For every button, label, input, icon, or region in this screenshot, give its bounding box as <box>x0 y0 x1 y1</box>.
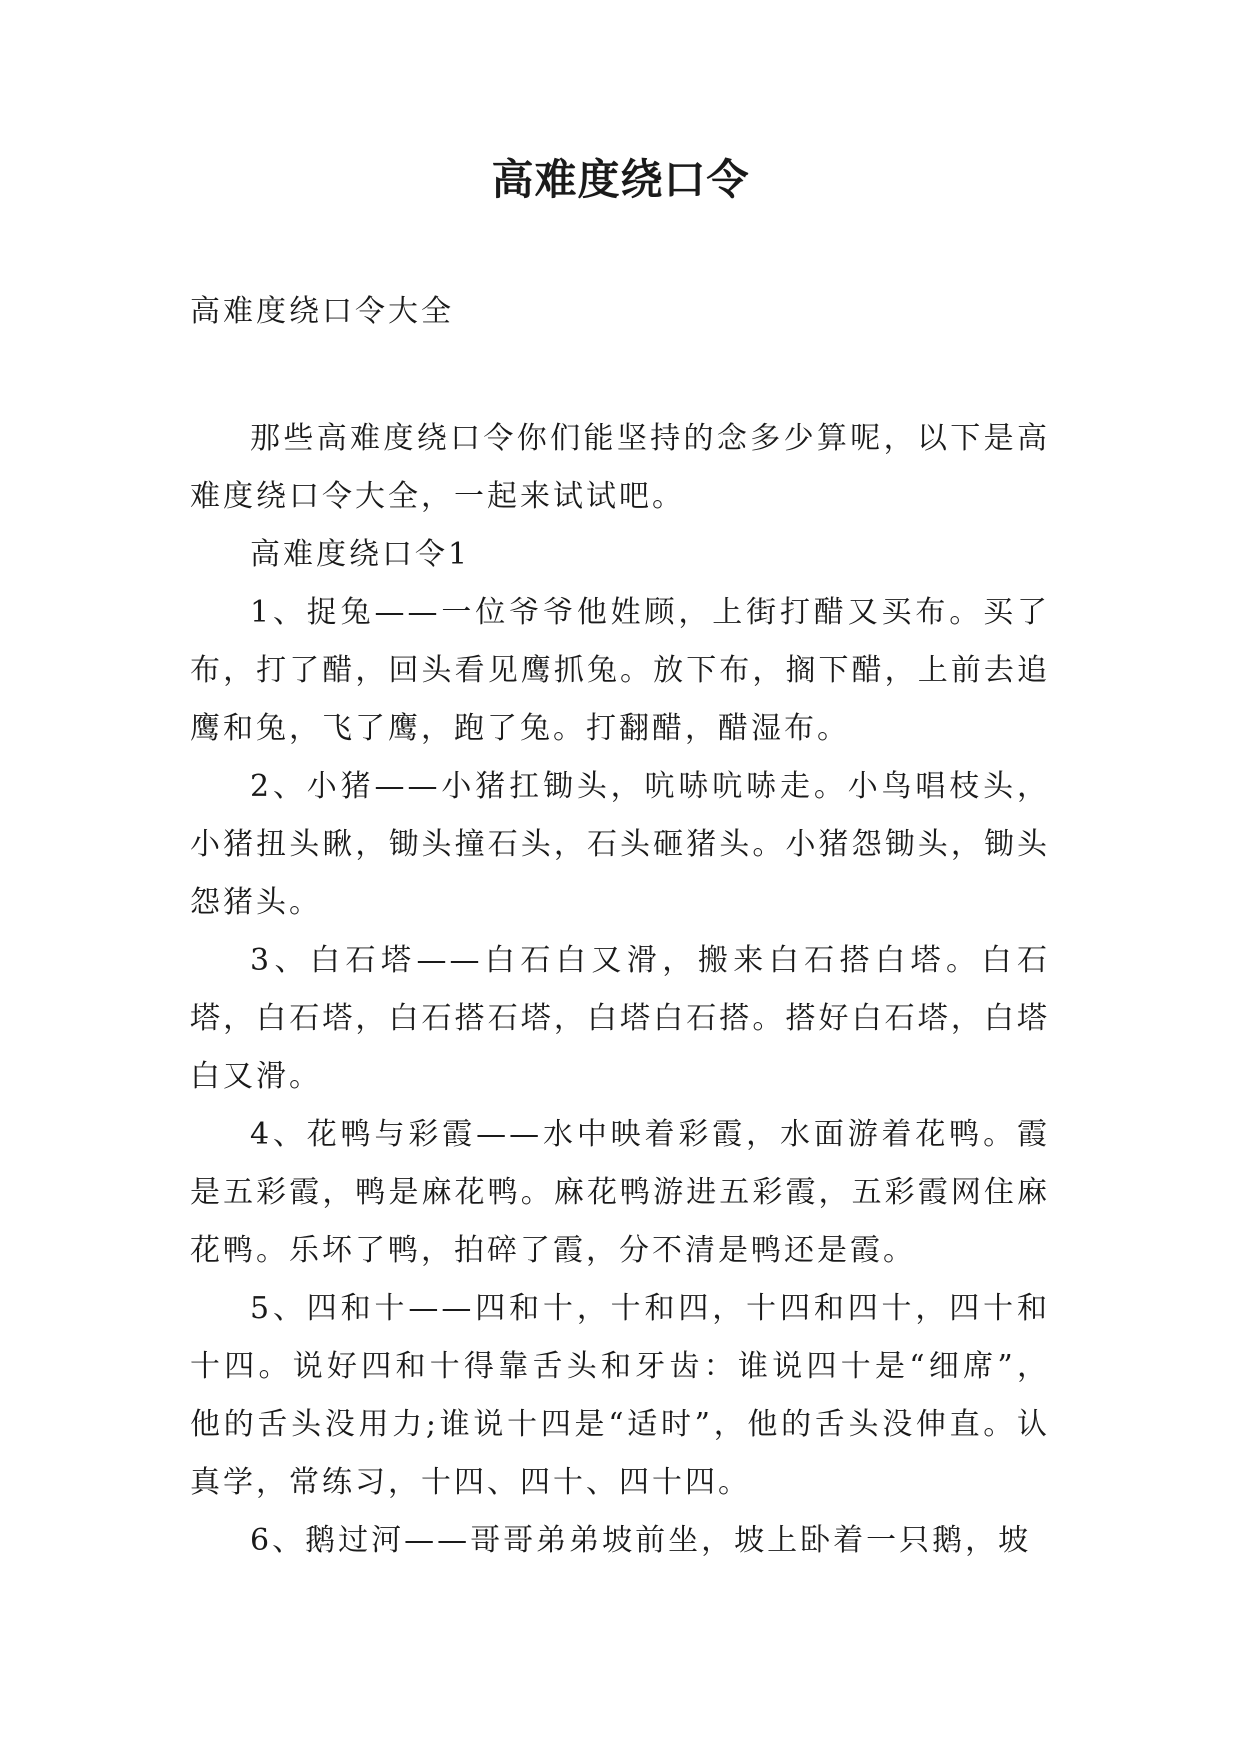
tongue-twister-paragraph: 1、捉兔——一位爷爷他姓顾，上街打醋又买布。买了布，打了醋，回头看见鹰抓兔。放下布，搁下醋，上前去追鹰和兔，飞了鹰，跑了兔。打翻醋，醋湿布。 <box>190 595 1050 746</box>
document-title: 高难度绕口令 <box>491 155 750 204</box>
document-body <box>190 410 1050 1570</box>
intro-paragraph: 那些高难度绕口令你们能坚持的念多少算呢，以下是高难度绕口令大全，一起来试试吧。 <box>190 421 1050 514</box>
tongue-twister-paragraph: 5、四和十——四和十，十和四，十四和四十，四十和十四。说好四和十得靠舌头和牙齿：谁说四十是“细席”，他的舌头没用力;谁说十四是“适时”，他的舌头没伸直。认真学，常练习，十四、四十、四十四。 <box>190 1291 1050 1500</box>
tongue-twister-paragraph: 2、小猪——小猪扛锄头，吭哧吭哧走。小鸟唱枝头，小猪扭头瞅，锄头撞石头，石头砸猪头。小猪怨锄头，锄头怨猪头。 <box>190 769 1050 920</box>
tongue-twister-paragraph: 3、白石塔——白石白又滑，搬来白石搭白塔。白石塔，白石塔，白石搭石塔，白塔白石搭。搭好白石塔，白塔白又滑。 <box>190 943 1050 1094</box>
tongue-twister-paragraph: 4、花鸭与彩霞——水中映着彩霞，水面游着花鸭。霞是五彩霞，鸭是麻花鸭。麻花鸭游进五彩霞，五彩霞网住麻花鸭。乐坏了鸭，拍碎了霞，分不清是鸭还是霞。 <box>190 1117 1050 1268</box>
document-subtitle: 高难度绕口令大全 <box>190 294 454 329</box>
section-heading: 高难度绕口令1 <box>250 537 471 572</box>
tongue-twister-paragraph: 6、鹅过河——哥哥弟弟坡前坐，坡上卧着一只鹅，坡 <box>250 1523 1032 1558</box>
